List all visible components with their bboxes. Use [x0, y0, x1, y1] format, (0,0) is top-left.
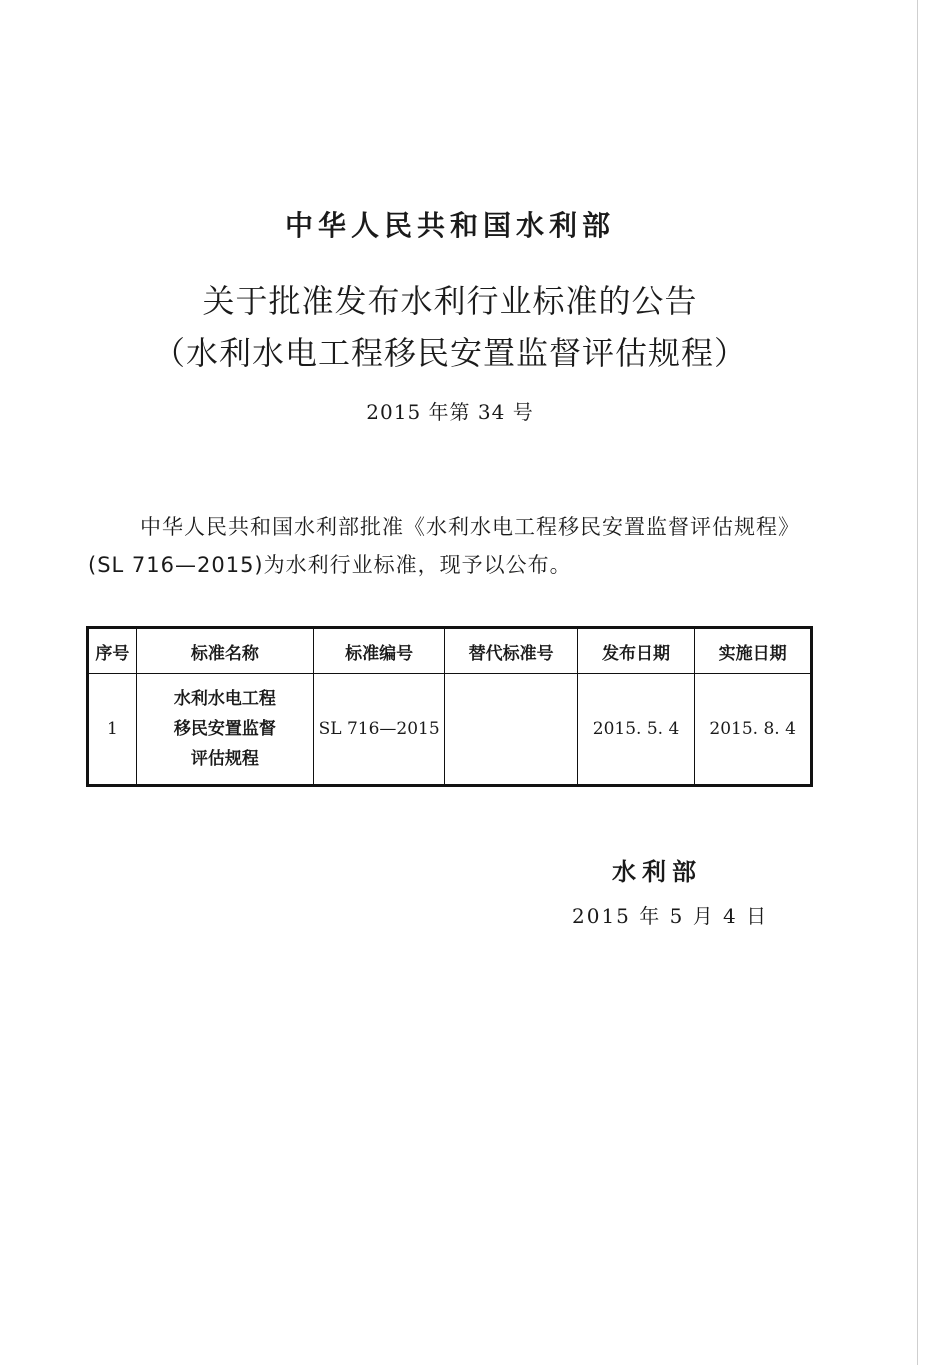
cell-name: [136, 674, 313, 786]
cell-issue-date: 2015. 5. 4: [577, 674, 695, 786]
cell-name-line: 移民安置监督: [173, 719, 276, 739]
table-row: [88, 674, 812, 786]
header-issue-date: 发布日期: [577, 628, 695, 674]
cell-index: 1: [88, 674, 137, 786]
header-effective-date: 实施日期: [695, 628, 812, 674]
title-line-2: （水利水电工程移民安置监督评估规程）: [152, 334, 747, 372]
signature-date: 2015 年 5 月 4 日: [572, 904, 769, 928]
title-line-1: 关于批准发布水利行业标准的公告: [202, 282, 698, 320]
issuer-heading: 中华人民共和国水利部: [284, 209, 615, 242]
header-code: 标准编号: [313, 628, 445, 674]
header-replaces: 替代标准号: [445, 628, 577, 674]
header-name: 标准名称: [136, 628, 313, 674]
document-number: 2015 年第 34 号: [366, 400, 534, 424]
announcement-body: 中华人民共和国水利部批准《水利水电工程移民安置监督评估规程》(SL 716—2015)为水利行业标准，现予以公布。: [88, 515, 800, 577]
table-header-row: [88, 628, 812, 674]
cell-name-line: 评估规程: [190, 749, 259, 769]
cell-replaces: [445, 674, 577, 786]
cell-name-line: 水利水电工程: [173, 689, 276, 709]
page-edge-line: [917, 0, 918, 1365]
signature: 水利部: [612, 858, 702, 886]
header-index: 序号: [88, 628, 137, 674]
standards-table: [86, 626, 813, 787]
cell-effective-date: 2015. 8. 4: [695, 674, 812, 786]
cell-code: SL 716—2015: [313, 674, 445, 786]
